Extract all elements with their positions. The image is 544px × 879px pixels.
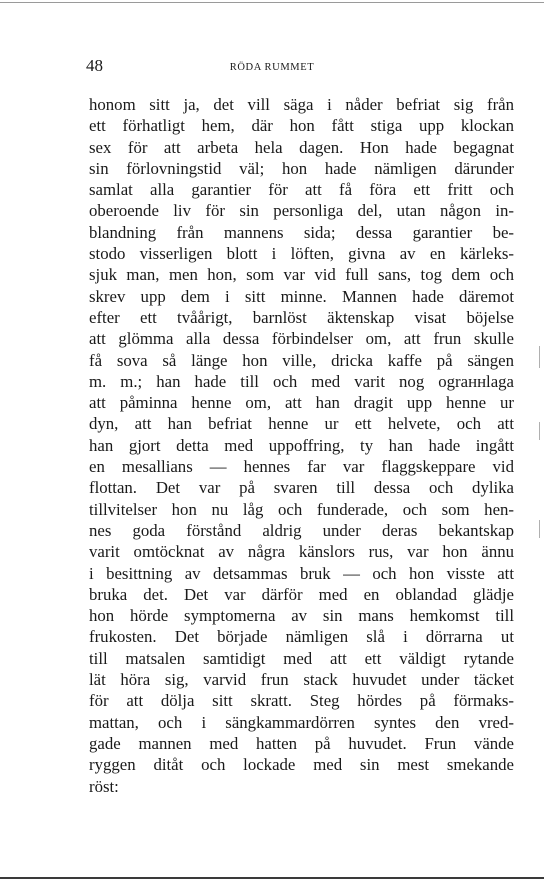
text-line: mattan, och i sängkammardörren syntes den vred- <box>89 712 514 732</box>
text-line: bruka det. Det var därför med en oblandad glädje <box>89 584 514 604</box>
text-line: till matsalen samtidigt med att ett väldigt rytande <box>89 648 514 668</box>
text-line: dyn, att han befriat henne ur ett helvete, och att <box>89 414 514 434</box>
text-line: en mesallians — hennes far var flaggskeppare vid <box>89 457 514 477</box>
text-line: ett förhatligt hem, där hon fått stiga upp klockan <box>89 116 514 136</box>
scan-margin-mark <box>539 346 540 368</box>
text-line: nes goda förstånd aldrig under deras bekantskap <box>89 520 514 540</box>
text-line: samlat alla garantier för att få föra ett fritt och <box>89 180 514 200</box>
text-line: i besittning av detsammas bruk — och hon visste att <box>89 563 514 583</box>
text-line: stodo visserligen blott i löften, givna av en kärleks- <box>89 244 514 264</box>
text-line: sin förlovningstid väl; hon hade nämligen därunder <box>89 158 514 178</box>
scan-margin-mark <box>539 422 540 440</box>
text-line: hon hörde symptomerna av sin mans hemkomst till <box>89 606 514 626</box>
text-line: frukosten. Det började nämligen slå i dörrarna ut <box>89 627 514 647</box>
text-line: ryggen ditåt och lockade med sin mest smekande <box>89 755 514 775</box>
text-line: flottan. Det var på svaren till dessa och dylika <box>89 478 514 498</box>
body-text <box>89 94 514 797</box>
text-line: varit omtöcknat av några känslors rus, var hon ännu <box>89 542 514 562</box>
text-line: sex för att arbeta hela dagen. Hon hade begagnat <box>89 137 514 157</box>
text-line: röst: <box>89 776 119 796</box>
text-line: lät höra sig, varvid frun stack huvudet under täcket <box>89 670 514 690</box>
text-line: m. m.; han hade till och med varit nog ograннlaga <box>89 371 514 391</box>
text-line: oberoende liv för sin personliga del, utan någon in- <box>89 201 514 221</box>
text-line: få sova så länge hon ville, dricka kaffe på sängen <box>89 350 514 370</box>
text-line: att glömma alla dessa förbindelser om, att frun skulle <box>89 329 514 349</box>
running-head: RÖDA RUMMET <box>229 62 315 73</box>
scan-margin-mark <box>539 520 540 538</box>
page-top-edge <box>0 2 544 3</box>
text-line: för att dölja sitt skratt. Steg hördes på förmaks- <box>89 691 514 711</box>
text-line: han gjort detta med uppoffring, ty han hade ingått <box>89 435 514 455</box>
text-line: honom sitt ja, det vill säga i nåder befriat sig från <box>89 95 514 114</box>
text-line: tillvitelser hon nu låg och funderade, och som hen- <box>89 499 514 519</box>
text-line: efter ett tvåårigt, barnlöst äktenskap visat böjelse <box>89 307 514 327</box>
text-line: blandning från mannens sida; dessa garantier be- <box>89 222 514 242</box>
text-line: sjuk man, men hon, som var vid full sans, tog dem och <box>89 265 514 285</box>
page-number: 48 <box>86 56 103 75</box>
text-line: gade mannen med hatten på huvudet. Frun vände <box>89 733 514 753</box>
text-line: att påminna henne om, att han dragit upp henne ur <box>89 393 514 413</box>
text-line: skrev upp dem i sitt minne. Mannen hade däremot <box>89 286 514 306</box>
